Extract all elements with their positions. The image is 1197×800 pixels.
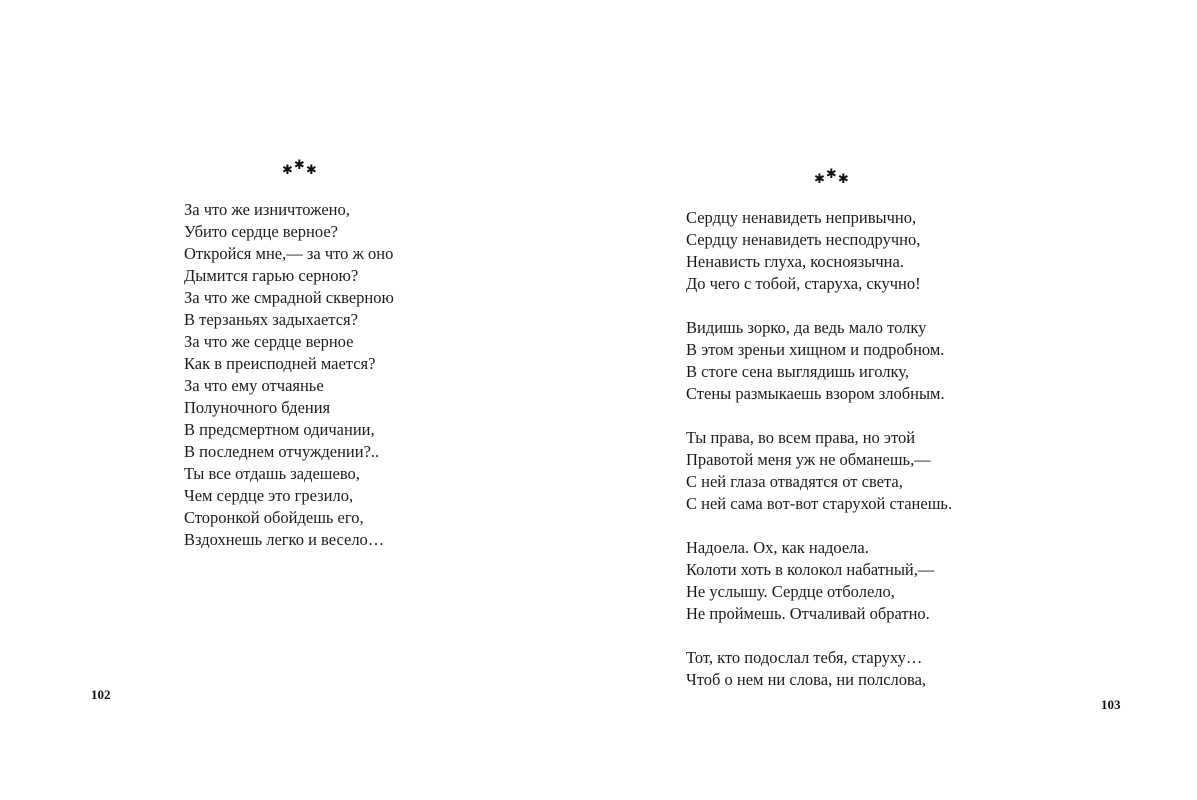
poem-right (686, 207, 952, 691)
asterisk-icon: ✱ (814, 171, 826, 186)
poem-line: До чего с тобой, старуха, скучно! (686, 274, 921, 293)
poem-line: Сердцу ненавидеть непривычно, (686, 208, 917, 227)
stanza-break (686, 515, 952, 537)
stanza-break (686, 405, 952, 427)
poem-line: Надоела. Ох, как надоела. (686, 538, 869, 557)
poem-line: За что же изничтожено, (184, 200, 350, 219)
poem-line: В этом зреньи хищном и подробном. (686, 340, 945, 359)
poem-line: Вздохнешь легко и весело… (184, 530, 385, 549)
poem-line: В терзаньях задыхается? (184, 310, 358, 329)
poem-line: Видишь зорко, да ведь мало толку (686, 318, 927, 337)
poem-line: Убито сердце верное? (184, 222, 338, 241)
asterisk-icon: ✱ (837, 171, 850, 186)
right-page (598, 0, 1197, 800)
page-number-left: 102 (91, 687, 111, 702)
poem-line: Тот, кто подослал тебя, старуху… (686, 648, 923, 667)
asterisk-icon: ✱ (825, 166, 838, 181)
poem-line: С ней сама вот-вот старухой станешь. (686, 494, 953, 513)
poem-line: Не услышу. Сердце отболело, (686, 582, 895, 601)
asterisk-icon: ✱ (305, 162, 318, 177)
poem-line: Правотой меня уж не обманешь,— (686, 450, 931, 469)
poem-line: Ты все отдашь задешево, (184, 464, 360, 483)
poem-line: Сторонкой обойдешь его, (184, 508, 364, 527)
stanza-break (686, 295, 952, 317)
poem-line: Ненависть глуха, косноязычна. (686, 252, 904, 271)
poem-line: За что ему отчаянье (184, 376, 324, 395)
section-ornament-right (814, 166, 850, 186)
poem-line: Сердцу ненавидеть несподручно, (686, 230, 921, 249)
poem-line: Чтоб о нем ни слова, ни полслова, (686, 670, 927, 689)
stanza-break (686, 625, 952, 647)
poem-line: В стоге сена выглядишь иголку, (686, 362, 909, 381)
poem-line: За что же смрадной скверною (184, 288, 394, 307)
poem-line: Ты права, во всем права, но этой (686, 428, 916, 447)
asterisk-icon: ✱ (293, 157, 306, 172)
poem-line: За что же сердце верное (184, 332, 354, 351)
poem-line: Чем сердце это грезило, (184, 486, 354, 505)
poem-line: Откройся мне,— за что ж оно (184, 244, 394, 263)
poem-line: В последнем отчуждении?.. (184, 442, 380, 461)
poem-line: Не проймешь. Отчаливай обратно. (686, 604, 930, 623)
poem-line: Как в преисподней мается? (184, 354, 376, 373)
poem-line: Полуночного бдения (184, 398, 331, 417)
page-number-right: 103 (1101, 697, 1121, 712)
poem-left (184, 199, 394, 551)
poem-line: Колоти хоть в колокол набатный,— (686, 560, 935, 579)
poem-line: Дымится гарью серною? (184, 266, 359, 285)
left-page (0, 0, 598, 800)
poem-line: Стены размыкаешь взором злобным. (686, 384, 945, 403)
asterisk-icon: ✱ (282, 162, 294, 177)
poem-line: С ней глаза отвадятся от света, (686, 472, 903, 491)
poem-line: В предсмертном одичании, (184, 420, 375, 439)
section-ornament-left (282, 157, 318, 177)
